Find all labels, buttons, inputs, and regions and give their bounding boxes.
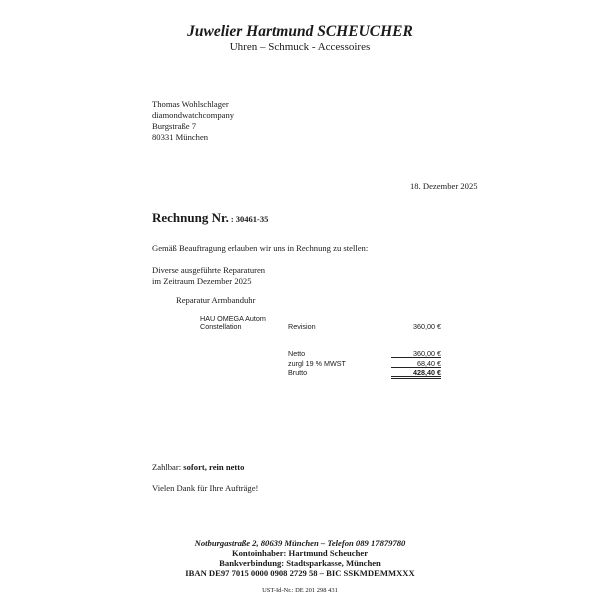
subtotal-rule — [391, 357, 441, 358]
recipient-city: 80331 München — [152, 132, 209, 142]
item-amount: 360,00 € — [413, 322, 441, 331]
service-line-1: Diverse ausgeführte Reparaturen — [152, 265, 266, 275]
item-description: Revision — [288, 322, 316, 331]
item-name-line-1: HAU OMEGA Autom — [200, 314, 266, 323]
company-tagline: Uhren – Schmuck - Accessoires — [229, 41, 371, 53]
totals-label: Brutto — [288, 368, 308, 377]
footer-vat-id: UST-Id-Nr.: DE 201 298 431 — [262, 587, 338, 594]
recipient-street: Burgstraße 7 — [152, 121, 196, 131]
total-rule-1 — [391, 376, 441, 377]
service-line-2: im Zeitraum Dezember 2025 — [152, 276, 252, 286]
payment-terms — [152, 462, 244, 473]
totals-label: Netto — [288, 349, 306, 358]
totals-label: zurgl 19 % MWST — [288, 359, 346, 368]
payment-terms-value: sofort, rein netto — [183, 462, 245, 472]
invoice-title: Rechnung Nr. — [152, 210, 229, 225]
item-name-line-2: Constellation — [200, 322, 242, 331]
footer-iban: IBAN DE97 7015 0000 0908 2729 58 – BIC SSKMDEMMXXX — [185, 568, 415, 578]
totals-amount: 360,00 € — [413, 349, 441, 358]
recipient-company: diamondwatchcompany — [152, 110, 235, 120]
totals-amount: 68,40 € — [417, 359, 441, 368]
invoice-date: 18. Dezember 2025 — [410, 181, 478, 191]
service-subheading: Reparatur Armbanduhr — [176, 295, 256, 305]
payment-label: Zahlbar: — [152, 462, 184, 472]
footer-address: Notburgastraße 2, 80639 München – Telefon 089 17879780 — [194, 538, 406, 548]
invoice-number: : 30461-35 — [230, 214, 269, 224]
totals-amount: 428,40 € — [413, 368, 441, 377]
company-name: Juwelier Hartmund SCHEUCHER — [187, 23, 413, 40]
recipient-name: Thomas Wohlschlager — [152, 99, 229, 109]
footer-account-holder: Kontoinhaber: Hartmund Scheucher — [231, 548, 369, 558]
total-rule-2 — [391, 378, 441, 379]
invoice-heading — [152, 210, 268, 226]
thanks-note: Vielen Dank für Ihre Aufträge! — [152, 483, 259, 493]
intro-text: Gemäß Beauftragung erlauben wir uns in Rechnung zu stellen: — [152, 243, 369, 253]
footer-bank: Bankverbindung: Stadtsparkasse, München — [219, 558, 381, 568]
